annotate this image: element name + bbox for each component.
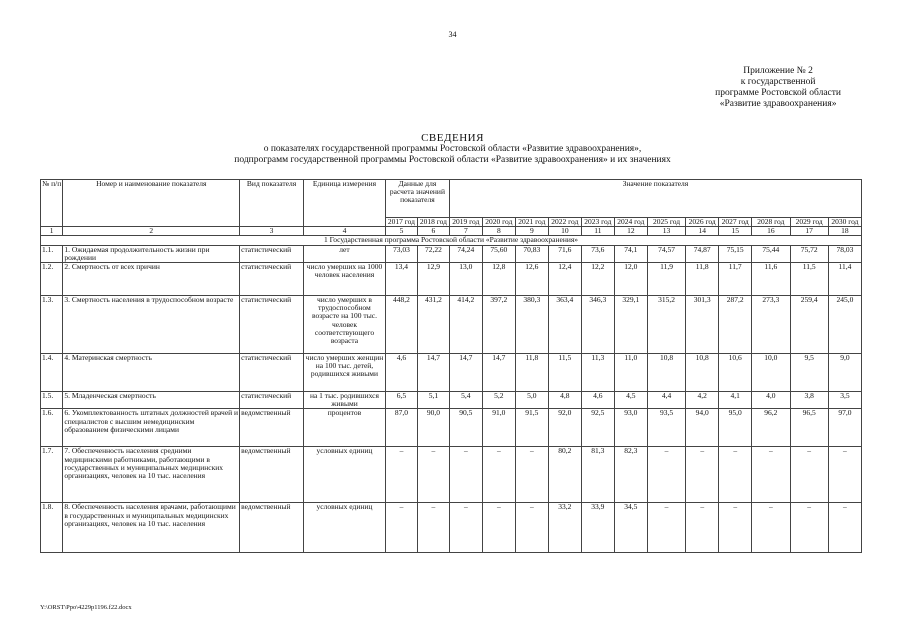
appendix-note <box>715 66 841 110</box>
indicator-value: – <box>828 503 861 553</box>
indicator-value: 11,5 <box>548 354 581 392</box>
indicator-value: 34,5 <box>614 503 647 553</box>
indicator-value: 4,4 <box>647 392 685 409</box>
table-row <box>41 296 862 354</box>
indicator-value: – <box>719 503 752 553</box>
indicator-value: – <box>515 503 548 553</box>
indicator-value: – <box>515 447 548 503</box>
row-number: 1.2. <box>41 263 63 296</box>
indicator-value: 4,2 <box>686 392 719 409</box>
indicator-value: – <box>385 447 417 503</box>
indicator-value: 92,0 <box>548 409 581 447</box>
indicator-name: 1. Ожидаемая продолжительность жизни при рождении <box>63 245 240 262</box>
indicator-value: 397,2 <box>482 296 515 354</box>
indicator-value: – <box>417 503 449 553</box>
column-number: 11 <box>581 227 614 236</box>
indicator-type: статистический <box>240 354 304 392</box>
year-header: 2022 год <box>548 218 581 227</box>
indicator-value: 74,24 <box>449 245 482 262</box>
column-number: 17 <box>790 227 828 236</box>
indicator-value: 4,1 <box>719 392 752 409</box>
document-title <box>0 132 905 165</box>
table-row <box>41 503 862 553</box>
year-header: 2024 год <box>614 218 647 227</box>
indicator-value: – <box>686 503 719 553</box>
indicator-unit: число умерших на 1000 человек населения <box>303 263 385 296</box>
indicator-value: 14,7 <box>449 354 482 392</box>
indicator-name: 8. Обеспеченность населения врачами, работающими в государственных и муниципальных медицинских организациях, человек на 10 тыс. населения <box>63 503 240 553</box>
indicator-value: 12,4 <box>548 263 581 296</box>
column-number: 4 <box>303 227 385 236</box>
indicator-name: 4. Материнская смертность <box>63 354 240 392</box>
indicator-value: 93,5 <box>647 409 685 447</box>
column-numbers-row <box>41 227 862 236</box>
column-number: 18 <box>828 227 861 236</box>
indicator-value: 11,5 <box>790 263 828 296</box>
indicator-value: 10,0 <box>752 354 790 392</box>
indicator-value: 10,8 <box>686 354 719 392</box>
indicator-value: 10,8 <box>647 354 685 392</box>
indicator-value: – <box>482 447 515 503</box>
indicator-value: 346,3 <box>581 296 614 354</box>
indicator-value: – <box>719 447 752 503</box>
appendix-line: программе Ростовской области <box>715 88 841 98</box>
header-values: Значение показателя <box>449 180 861 218</box>
indicator-value: 74,87 <box>686 245 719 262</box>
indicator-value: 11,8 <box>686 263 719 296</box>
indicator-unit: условных единиц <box>303 503 385 553</box>
indicator-unit: на 1 тыс. родившихся живыми <box>303 392 385 409</box>
indicator-value: 97,0 <box>828 409 861 447</box>
appendix-line: к государственной <box>740 77 816 87</box>
indicator-value: 14,7 <box>417 354 449 392</box>
indicator-value: 33,2 <box>548 503 581 553</box>
indicator-unit: число умерших женщин на 100 тыс. детей, родившихся живыми <box>303 354 385 392</box>
indicator-value: – <box>647 503 685 553</box>
header-num: № п/п <box>41 180 63 227</box>
column-number: 7 <box>449 227 482 236</box>
indicator-type: статистический <box>240 245 304 262</box>
column-number: 16 <box>752 227 790 236</box>
indicator-name: 2. Смертность от всех причин <box>63 263 240 296</box>
indicator-value: 73,6 <box>581 245 614 262</box>
indicator-value: 73,03 <box>385 245 417 262</box>
indicator-value: – <box>752 447 790 503</box>
year-header: 2029 год <box>790 218 828 227</box>
header-row <box>41 180 862 218</box>
year-header: 2019 год <box>449 218 482 227</box>
indicator-value: 315,2 <box>647 296 685 354</box>
year-header: 2018 год <box>417 218 449 227</box>
indicator-name: 7. Обеспеченность населения средними медицинскими работниками, работающими в государственных и муниципальных медицинских организациях, человек на 10 тыс. населения <box>63 447 240 503</box>
indicator-value: 90,0 <box>417 409 449 447</box>
indicator-value: 81,3 <box>581 447 614 503</box>
indicator-value: 12,8 <box>482 263 515 296</box>
indicator-value: 448,2 <box>385 296 417 354</box>
indicator-name: 5. Младенческая смертность <box>63 392 240 409</box>
indicator-value: 33,9 <box>581 503 614 553</box>
indicator-value: 75,72 <box>790 245 828 262</box>
indicator-value: 363,4 <box>548 296 581 354</box>
column-number: 14 <box>686 227 719 236</box>
column-number: 9 <box>515 227 548 236</box>
section-row <box>41 236 862 245</box>
indicator-value: – <box>417 447 449 503</box>
indicator-value: 4,5 <box>614 392 647 409</box>
indicator-value: – <box>385 503 417 553</box>
column-number: 6 <box>417 227 449 236</box>
file-path: Y:\ORST\Ppo\4229p1196.f22.docx <box>40 604 132 611</box>
indicator-type: ведомственный <box>240 503 304 553</box>
indicator-value: 11,6 <box>752 263 790 296</box>
indicator-value: 13,4 <box>385 263 417 296</box>
indicator-unit: лет <box>303 245 385 262</box>
indicator-value: – <box>790 447 828 503</box>
indicator-value: 12,0 <box>614 263 647 296</box>
indicator-value: 6,5 <box>385 392 417 409</box>
year-header: 2027 год <box>719 218 752 227</box>
indicator-value: 12,2 <box>581 263 614 296</box>
row-number: 1.8. <box>41 503 63 553</box>
indicator-value: – <box>449 447 482 503</box>
column-number: 5 <box>385 227 417 236</box>
indicator-value: 301,3 <box>686 296 719 354</box>
indicator-value: 94,0 <box>686 409 719 447</box>
indicator-value: 14,7 <box>482 354 515 392</box>
appendix-line: Приложение № 2 <box>743 66 813 76</box>
indicator-value: – <box>647 447 685 503</box>
indicator-value: 11,4 <box>828 263 861 296</box>
column-number: 15 <box>719 227 752 236</box>
year-header: 2017 год <box>385 218 417 227</box>
indicator-type: ведомственный <box>240 447 304 503</box>
indicator-value: 75,15 <box>719 245 752 262</box>
indicator-value: 92,5 <box>581 409 614 447</box>
table-row <box>41 263 862 296</box>
indicator-value: 245,0 <box>828 296 861 354</box>
indicator-value: 273,3 <box>752 296 790 354</box>
table-row <box>41 447 862 503</box>
indicator-value: – <box>686 447 719 503</box>
column-number: 8 <box>482 227 515 236</box>
indicator-value: 80,2 <box>548 447 581 503</box>
indicator-value: 4,6 <box>581 392 614 409</box>
table-body <box>41 180 862 553</box>
indicator-value: – <box>752 503 790 553</box>
indicator-type: статистический <box>240 296 304 354</box>
indicator-value: 93,0 <box>614 409 647 447</box>
indicator-value: 3,5 <box>828 392 861 409</box>
row-number: 1.7. <box>41 447 63 503</box>
indicator-value: 11,3 <box>581 354 614 392</box>
indicator-value: 4,6 <box>385 354 417 392</box>
indicator-value: 74,1 <box>614 245 647 262</box>
year-header: 2023 год <box>581 218 614 227</box>
header-type: Вид показателя <box>240 180 304 227</box>
indicator-type: ведомственный <box>240 409 304 447</box>
indicator-value: 10,6 <box>719 354 752 392</box>
indicator-unit: число умерших в трудоспособном возрасте на 100 тыс. человек соответствующего возраста <box>303 296 385 354</box>
title-line-1: о показателях государственной программы Ростовской области «Развитие здравоохранения», <box>263 144 642 154</box>
indicator-value: 9,0 <box>828 354 861 392</box>
indicator-name: 6. Укомплектованность штатных должностей врачей и специалистов с высшим немедицинским образованием физическими лицами <box>63 409 240 447</box>
row-number: 1.5. <box>41 392 63 409</box>
indicator-value: 5,1 <box>417 392 449 409</box>
indicator-value: 12,6 <box>515 263 548 296</box>
indicator-value: 5,4 <box>449 392 482 409</box>
table-row <box>41 245 862 262</box>
indicator-value: 431,2 <box>417 296 449 354</box>
indicator-type: статистический <box>240 263 304 296</box>
indicator-value: 414,2 <box>449 296 482 354</box>
year-header: 2030 год <box>828 218 861 227</box>
indicator-value: 96,5 <box>790 409 828 447</box>
year-header: 2028 год <box>752 218 790 227</box>
indicator-unit: процентов <box>303 409 385 447</box>
indicator-value: 5,2 <box>482 392 515 409</box>
indicator-value: – <box>790 503 828 553</box>
row-number: 1.4. <box>41 354 63 392</box>
column-number: 13 <box>647 227 685 236</box>
column-number: 3 <box>240 227 304 236</box>
row-number: 1.3. <box>41 296 63 354</box>
title-main: СВЕДЕНИЯ <box>421 132 484 144</box>
indicator-value: 12,9 <box>417 263 449 296</box>
indicator-value: – <box>449 503 482 553</box>
indicator-value: 9,5 <box>790 354 828 392</box>
indicator-name: 3. Смертность населения в трудоспособном возрасте <box>63 296 240 354</box>
header-name: Номер и наименование показателя <box>63 180 240 227</box>
indicators-table <box>40 179 862 553</box>
column-number: 10 <box>548 227 581 236</box>
year-header: 2021 год <box>515 218 548 227</box>
row-number: 1.1. <box>41 245 63 262</box>
section-title: 1 Государственная программа Ростовской области «Развитие здравоохранения» <box>41 236 862 245</box>
indicator-value: 11,9 <box>647 263 685 296</box>
indicator-value: 71,6 <box>548 245 581 262</box>
title-line-2: подпрограмм государственной программы Ростовской области «Развитие здравоохранения» и их значениях <box>234 154 671 165</box>
indicator-type: статистический <box>240 392 304 409</box>
indicator-value: 259,4 <box>790 296 828 354</box>
indicator-value: 13,0 <box>449 263 482 296</box>
indicator-value: 287,2 <box>719 296 752 354</box>
indicator-value: 82,3 <box>614 447 647 503</box>
indicator-value: 3,8 <box>790 392 828 409</box>
column-number: 12 <box>614 227 647 236</box>
indicator-value: 11,8 <box>515 354 548 392</box>
indicator-value: – <box>828 447 861 503</box>
indicator-value: 380,3 <box>515 296 548 354</box>
indicator-value: 11,0 <box>614 354 647 392</box>
column-number: 2 <box>63 227 240 236</box>
appendix-line: «Развитие здравоохранения» <box>719 99 837 109</box>
indicator-value: 95,0 <box>719 409 752 447</box>
indicator-value: 72,22 <box>417 245 449 262</box>
indicator-value: 91,0 <box>482 409 515 447</box>
indicator-unit: условных единиц <box>303 447 385 503</box>
indicator-value: 91,5 <box>515 409 548 447</box>
table-row <box>41 354 862 392</box>
header-calc: Данные для расчета значений показателя <box>385 180 449 218</box>
indicator-value: 74,57 <box>647 245 685 262</box>
year-header: 2020 год <box>482 218 515 227</box>
indicator-value: 70,83 <box>515 245 548 262</box>
row-number: 1.6. <box>41 409 63 447</box>
indicator-value: 11,7 <box>719 263 752 296</box>
indicator-value: 4,0 <box>752 392 790 409</box>
indicator-value: 75,44 <box>752 245 790 262</box>
indicator-value: – <box>482 503 515 553</box>
column-number: 1 <box>41 227 63 236</box>
table-row <box>41 409 862 447</box>
year-header: 2025 год <box>647 218 685 227</box>
indicator-value: 87,0 <box>385 409 417 447</box>
indicator-value: 78,03 <box>828 245 861 262</box>
indicator-value: 329,1 <box>614 296 647 354</box>
table-row <box>41 392 862 409</box>
page-number: 34 <box>448 30 457 39</box>
header-unit: Единица измерения <box>303 180 385 227</box>
indicator-value: 4,8 <box>548 392 581 409</box>
indicator-value: 75,60 <box>482 245 515 262</box>
year-header: 2026 год <box>686 218 719 227</box>
indicator-value: 5,0 <box>515 392 548 409</box>
indicator-value: 96,2 <box>752 409 790 447</box>
indicator-value: 90,5 <box>449 409 482 447</box>
